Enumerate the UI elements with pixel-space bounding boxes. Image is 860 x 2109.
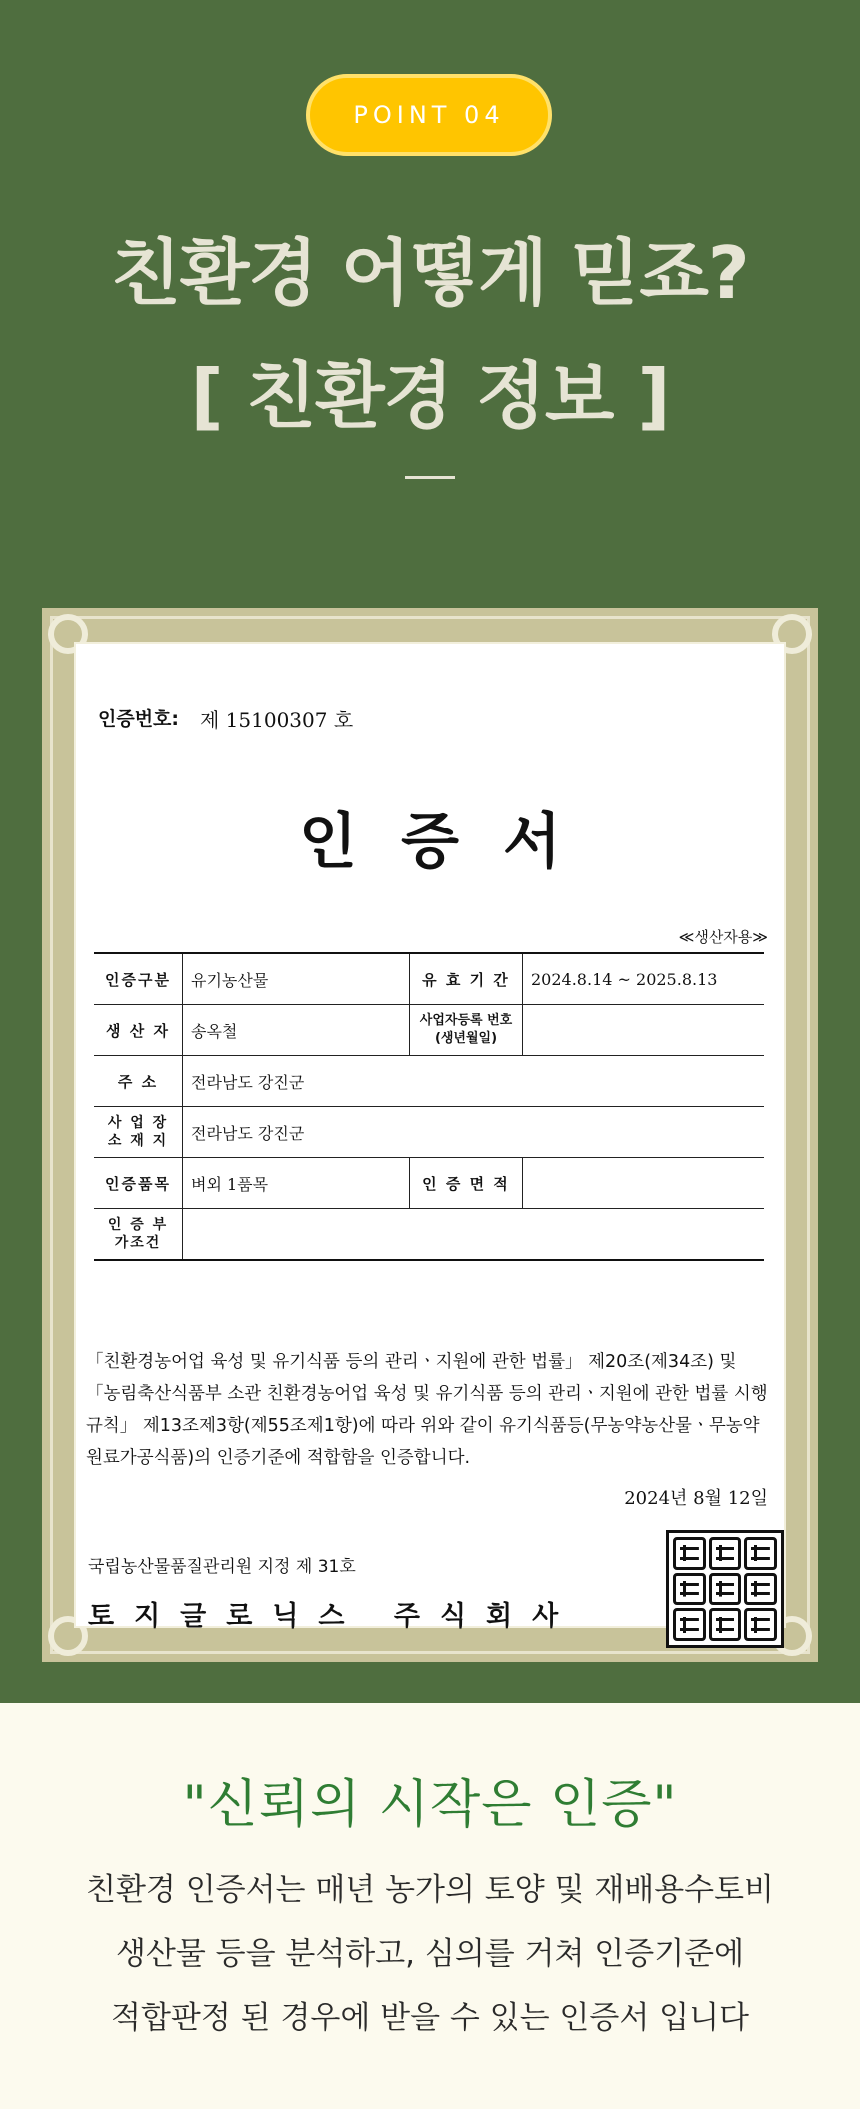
- description-line: 친환경 인증서는 매년 농가의 토양 및 재배용수토비: [86, 1872, 774, 1908]
- table-row: [94, 1056, 764, 1107]
- row-value: [523, 1158, 765, 1209]
- row-label: 인증품목: [94, 1158, 183, 1209]
- description-line: 적합판정 된 경우에 받을 수 있는 인증서 입니다: [111, 2000, 749, 2036]
- certificate-info-table: [94, 952, 764, 1261]
- row-value: 벼외 1품목: [183, 1158, 410, 1209]
- certificate-company: 토지글로닉스 주식회사: [88, 1601, 579, 1632]
- row-label: 인 증 면 적: [410, 1158, 523, 1209]
- certificate-statement: 「친환경농어업 육성 및 유기식품 등의 관리ㆍ지원에 관한 법률」 제20조(제34조) 및 「농림축산식품부 소관 친환경농어업 육성 및 유기식품 등의 관리ㆍ지원에 관한 법률 시행규칙」 제13조제3항(제55조제1항)에 따라 위와 같이 유기식품등(무농약농산물ㆍ무농약원료가공식품)의 인증기준에 적합함을 인증합니다.: [86, 1352, 768, 1468]
- official-seal-icon: [666, 1530, 784, 1648]
- row-value: 유기농산물: [183, 953, 410, 1005]
- row-label: 주 소: [94, 1056, 183, 1107]
- description-line: 생산물 등을 분석하고, 심의를 거쳐 인증기준에: [115, 1936, 745, 1972]
- point-badge: [306, 74, 552, 156]
- divider: [405, 476, 455, 479]
- quote-heading: "신뢰의 시작은 인증": [182, 1775, 678, 1835]
- row-value: 송옥철: [183, 1005, 410, 1056]
- certificate-type: ≪생산자용≫: [678, 928, 768, 946]
- table-row: [94, 1107, 764, 1158]
- headline-line2: [ 친환경 정보 ]: [190, 354, 670, 438]
- row-label: 사 업 장 소 재 지: [94, 1107, 183, 1158]
- certificate-title: 인증서: [299, 807, 605, 877]
- row-label: 유 효 기 간: [410, 953, 523, 1005]
- certificate-issuer: 국립농산물품질관리원 지정 제 31호: [88, 1557, 356, 1577]
- certificate-date: 2024년 8월 12일: [624, 1488, 768, 1509]
- row-label: 생 산 자: [94, 1005, 183, 1056]
- row-value: 전라남도 강진군: [183, 1107, 765, 1158]
- certificate-image: [42, 608, 818, 1662]
- certificate-paper: [76, 644, 784, 1632]
- table-row: [94, 1158, 764, 1209]
- row-value: 2024.8.14 ~ 2025.8.13: [523, 953, 765, 1005]
- point-badge-label: POINT 04: [353, 101, 505, 129]
- certificate-number-label: 인증번호:: [98, 708, 180, 730]
- row-label: 사업자등록 번호(생년월일): [410, 1005, 523, 1056]
- table-row: [94, 953, 764, 1005]
- row-label: 인증구분: [94, 953, 183, 1005]
- row-label: 인 증 부가조건: [94, 1209, 183, 1261]
- table-row: [94, 1209, 764, 1261]
- certificate-number: 제 15100307 호: [200, 708, 354, 732]
- row-value: 전라남도 강진군: [183, 1056, 765, 1107]
- headline-line1: 친환경 어떻게 믿죠?: [111, 231, 749, 315]
- row-value: [523, 1005, 765, 1056]
- table-row: [94, 1005, 764, 1056]
- row-value: [183, 1209, 765, 1261]
